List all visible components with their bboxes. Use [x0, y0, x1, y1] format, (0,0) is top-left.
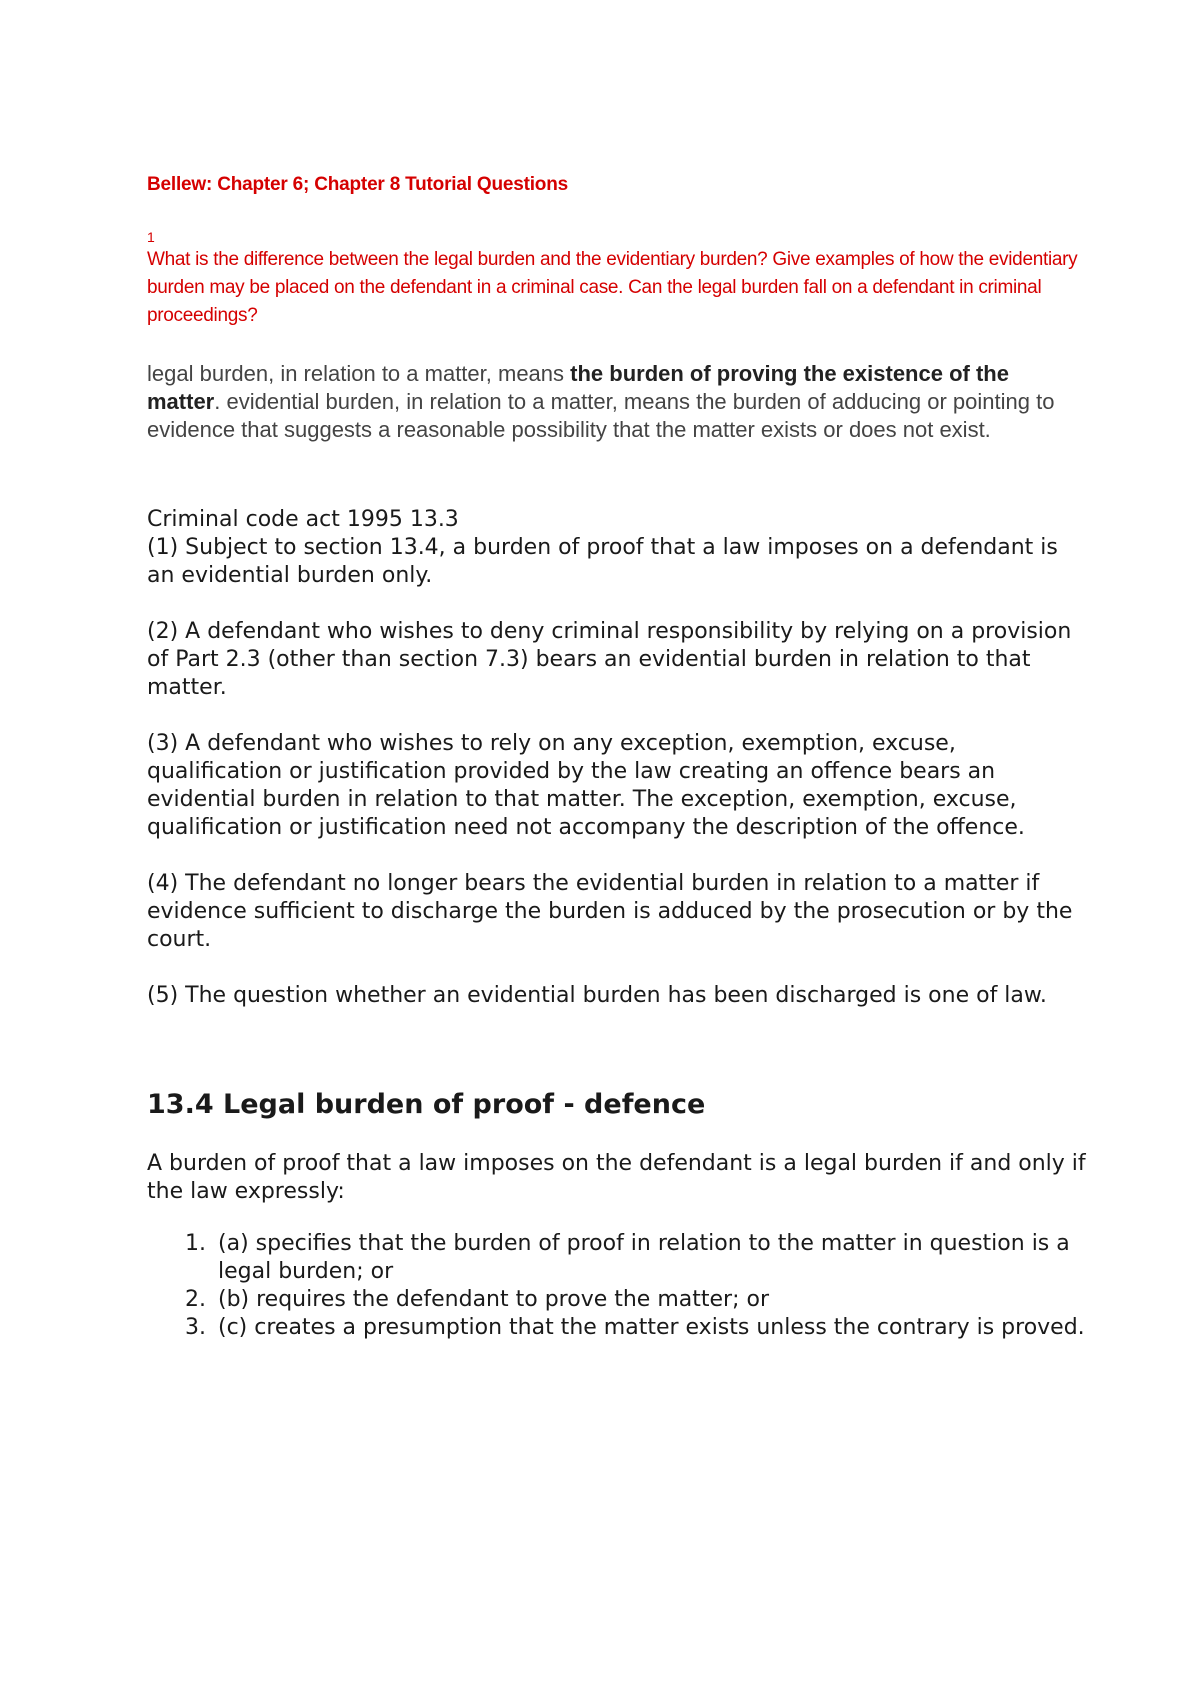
answer-text-part2: . evidential burden, in relation to a matter, means the burden of adducing or pointing to evidence that suggests a reasonable possibility that the matter exists or does not exist. — [147, 389, 1055, 442]
code-subsection-3: (3) A defendant who wishes to rely on any exception, exemption, excuse, qualification or justification provided by the law creating an offence bears an evidential burden in relation to that matter. The exception, exemption, excuse, qualification or justification need not accompany the description of the offence. — [147, 731, 1025, 840]
list-item — [147, 1230, 1087, 1286]
code-subsection-2: (2) A defendant who wishes to deny criminal responsibility by relying on a provision of Part 2.3 (other than section 7.3) bears an evidential burden in relation to that matter. — [147, 619, 1072, 700]
document-title: Bellew: Chapter 6; Chapter 8 Tutorial Questions — [147, 174, 568, 195]
code-heading: Criminal code act 1995 13.3 — [147, 507, 459, 532]
question-number: 1 — [147, 229, 155, 245]
section-heading: 13.4 Legal burden of proof - defence — [147, 1089, 706, 1120]
list-item-text: (a) specifies that the burden of proof in relation to the matter in question is a legal burden; or — [218, 1231, 1070, 1284]
list-item-text: (c) creates a presumption that the matter exists unless the contrary is proved. — [218, 1315, 1085, 1340]
question-text: What is the difference between the legal burden and the evidentiary burden? Give examples of how the evidentiary burden may be placed on the defendant in a criminal case. Can the legal burden fall on a defendant in criminal proceedings? — [147, 249, 1078, 326]
list-item — [147, 1286, 1087, 1314]
list-item-number: 3. — [185, 1315, 206, 1340]
answer-text-part1: legal burden, in relation to a matter, means — [147, 361, 571, 386]
list-item-number: 1. — [185, 1231, 206, 1256]
code-subsection-1: (1) Subject to section 13.4, a burden of proof that a law imposes on a defendant is an evidential burden only. — [147, 535, 1058, 588]
code-subsection-5: (5) The question whether an evidential burden has been discharged is one of law. — [147, 983, 1047, 1008]
section-intro: A burden of proof that a law imposes on the defendant is a legal burden if and only if the law expressly: — [147, 1151, 1086, 1204]
list-item — [147, 1314, 1087, 1342]
list-item-number: 2. — [185, 1287, 206, 1312]
answer-paragraph — [147, 360, 1087, 444]
answer-bold-phrase: the burden of proving the existence of the matter — [147, 361, 1009, 414]
list-item-text: (b) requires the defendant to prove the matter; or — [218, 1287, 769, 1312]
code-subsection-4: (4) The defendant no longer bears the evidential burden in relation to a matter if evidence sufficient to discharge the burden is adduced by the prosecution or by the court. — [147, 871, 1073, 952]
document-content — [147, 172, 1087, 1342]
section-list — [147, 1230, 1087, 1342]
